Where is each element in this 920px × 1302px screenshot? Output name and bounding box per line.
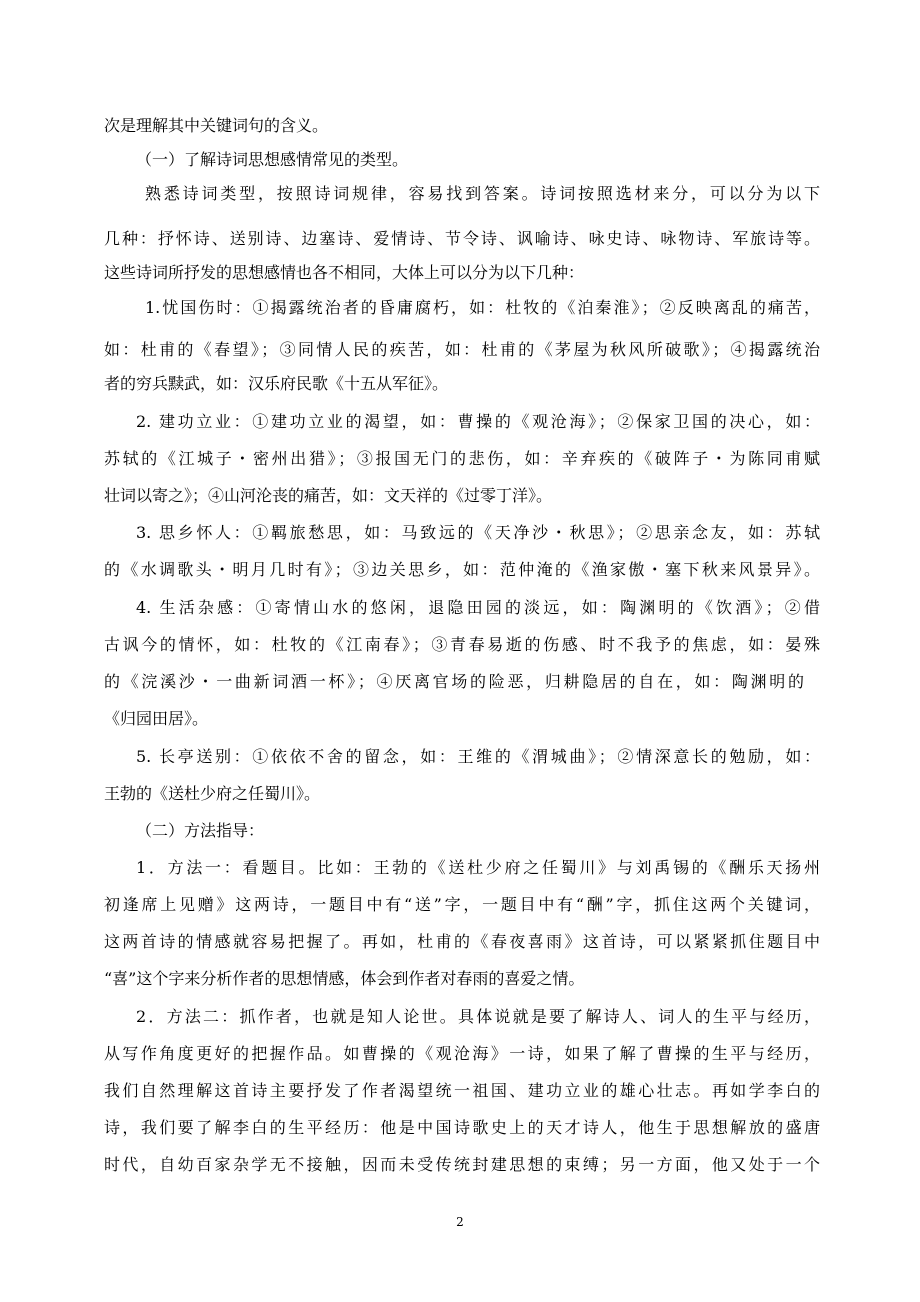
text-line: 苏轼的《江城子・密州出猎》；③报国无门的悲伤，如：辛弃疾的《破阵子・为陈同甫赋 — [104, 449, 820, 468]
text-line: 初逢席上见赠》这两诗，一题目中有“送”字，一题目中有“酬”字，抓住这两个关键词， — [104, 895, 820, 914]
list-item-first-line: 2. 建功立业：①建功立业的渴望，如：曹操的《观沧海》；②保家卫国的决心，如： — [136, 412, 820, 431]
list-item-first-line: 3. 思乡怀人：①羁旅愁思，如：马致远的《天净沙・秋思》；②思亲念友，如：苏轼 — [136, 523, 820, 542]
section-heading: （二）方法指导： — [136, 821, 265, 840]
text-line: 的《浣溪沙・一曲新词酒一杯》；④厌离官场的险恶，归耕隐居的自在，如：陶渊明的 — [104, 672, 804, 691]
method-first-line: 2．方法二：抓作者，也就是知人论世。具体说就是要了解诗人、词人的生平与经历， — [136, 1007, 820, 1026]
list-item-first-line: 5. 长亭送别：①依依不舍的留念，如：王维的《渭城曲》；②情深意长的勉励，如： — [136, 747, 820, 766]
list-item-first-line: 1.忧国伤时：①揭露统治者的昏庸腐朽，如：杜牧的《泊秦淮》；②反映离乱的痛苦， — [145, 298, 820, 317]
text-line: 者的穷兵黩武，如：汉乐府民歌《十五从军征》。 — [104, 374, 449, 393]
text-line: 如：杜甫的《春望》；③同情人民的疾苦，如：杜甫的《茅屋为秋风所破歌》；④揭露统治 — [104, 340, 820, 359]
text-line: 古讽今的情怀，如：杜牧的《江南春》；③青春易逝的伤感、时不我予的焦虑，如：晏殊 — [104, 635, 820, 654]
text-line: “喜”这个字来分析作者的思想情感，体会到作者对春雨的喜爱之情。 — [104, 969, 585, 988]
method-first-line: 1．方法一：看题目。比如：王勃的《送杜少府之任蜀川》与刘禹锡的《酬乐天扬州 — [136, 858, 820, 877]
text-line: 时代，自幼百家杂学无不接触，因而未受传统封建思想的束缚；另一方面，他又处于一个 — [104, 1155, 820, 1174]
text-line: 这些诗词所抒发的思想感情也各不相同，大体上可以分为以下几种： — [104, 263, 585, 282]
text-line: 壮词以寄之》；④山河沦丧的痛苦，如：文天祥的《过零丁洋》。 — [104, 486, 553, 505]
text-line: 诗，我们要了解李白的生平经历：他是中国诗歌史上的天才诗人，他生于思想解放的盛唐 — [104, 1118, 820, 1137]
text-line: 的《水调歌头・明月几时有》；③边关思乡，如：范仲淹的《渔家傲・塞下秋来风景异》。 — [104, 560, 820, 579]
text-line: 这两首诗的情感就容易把握了。再如，杜甫的《春夜喜雨》这首诗，可以紧紧抓住题目中 — [104, 932, 820, 951]
text-line: 熟悉诗词类型，按照诗词规律，容易找到答案。诗词按照选材来分，可以分为以下 — [145, 184, 820, 203]
list-item-first-line: 4. 生活杂感：①寄情山水的悠闲，退隐田园的淡远，如：陶渊明的《饮酒》；②借 — [136, 598, 820, 617]
text-line: 《归园田居》。 — [104, 709, 209, 728]
text-line: 次是理解其中关键词句的含义。 — [104, 116, 329, 135]
text-line: 几种：抒怀诗、送别诗、边塞诗、爱情诗、节令诗、讽喻诗、咏史诗、咏物诗、军旅诗等。 — [104, 229, 820, 248]
text-line: 从写作角度更好的把握作品。如曹操的《观沧海》一诗，如果了解了曹操的生平与经历， — [104, 1044, 820, 1063]
page-number: 2 — [456, 1215, 464, 1229]
text-line: 我们自然理解这首诗主要抒发了作者渴望统一祖国、建功立业的雄心壮志。再如学李白的 — [104, 1081, 820, 1100]
text-line: 王勃的《送杜少府之任蜀川》。 — [104, 784, 321, 803]
section-heading: （一）了解诗词思想感情常见的类型。 — [136, 150, 409, 169]
